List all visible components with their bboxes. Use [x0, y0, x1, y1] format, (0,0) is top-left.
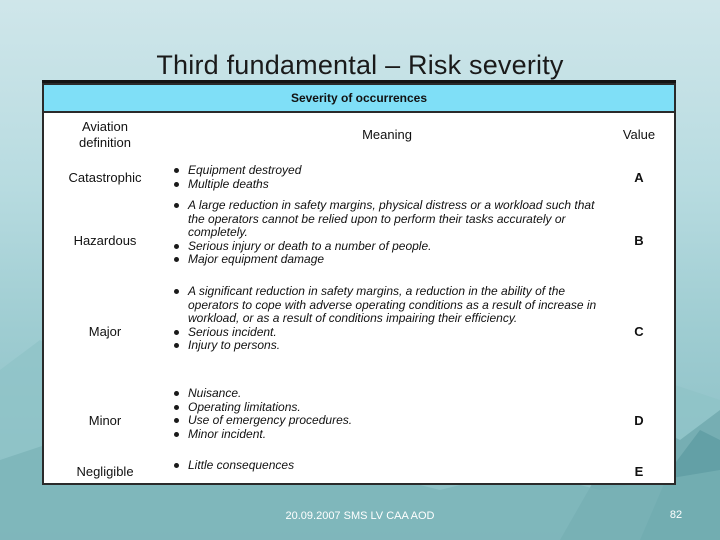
row-value: B [634, 232, 644, 248]
row-meaning [168, 164, 606, 191]
severity-table [42, 83, 676, 485]
slide-footer: 20.09.2007 SMS LV CAA AOD [285, 510, 435, 522]
table-row [44, 385, 674, 447]
column-header-value: Value [622, 127, 656, 142]
table-row [44, 283, 674, 375]
table-row [44, 197, 674, 275]
list-item: A significant reduction in safety margins, a reduction in the ability of the operators to cope with adverse operating conditions as a result of increase in workload, or as a result of conditions impairing their efficiency. [168, 285, 606, 326]
table-header-bar: Severity of occurrences [44, 85, 674, 113]
list-item: Equipment destroyed [168, 164, 606, 178]
row-value: D [634, 412, 644, 428]
list-item: Minor incident. [168, 428, 606, 442]
list-item: A large reduction in safety margins, physical distress or a workload such that the operators cannot be relied upon to perform their tasks accurately or completely. [168, 199, 606, 240]
list-item: Operating limitations. [168, 401, 606, 415]
row-meaning [168, 459, 606, 473]
row-value: C [634, 323, 644, 339]
list-item: Injury to persons. [168, 339, 606, 353]
list-item: Major equipment damage [168, 253, 606, 267]
table-row [44, 459, 674, 483]
list-item: Little consequences [168, 459, 606, 473]
list-item: Multiple deaths [168, 178, 606, 192]
row-definition: Negligible [76, 463, 134, 479]
row-meaning [168, 387, 606, 441]
row-definition: Minor [88, 412, 122, 428]
row-definition: Major [88, 323, 122, 339]
row-value: A [634, 169, 644, 185]
title-underline [42, 80, 676, 83]
list-item: Serious injury or death to a number of people. [168, 240, 606, 254]
row-value: E [634, 463, 644, 479]
list-item: Serious incident. [168, 326, 606, 340]
row-meaning [168, 285, 606, 353]
page-number: 82 [669, 509, 683, 521]
list-item: Nuisance. [168, 387, 606, 401]
column-header-definition: Aviation definition [78, 119, 132, 150]
table-row [44, 163, 674, 191]
list-item: Use of emergency procedures. [168, 414, 606, 428]
row-definition: Catastrophic [68, 169, 142, 185]
row-meaning [168, 199, 606, 267]
column-header-meaning: Meaning [362, 127, 412, 142]
row-definition: Hazardous [73, 232, 137, 248]
slide-title: Third fundamental – Risk severity [156, 50, 564, 80]
